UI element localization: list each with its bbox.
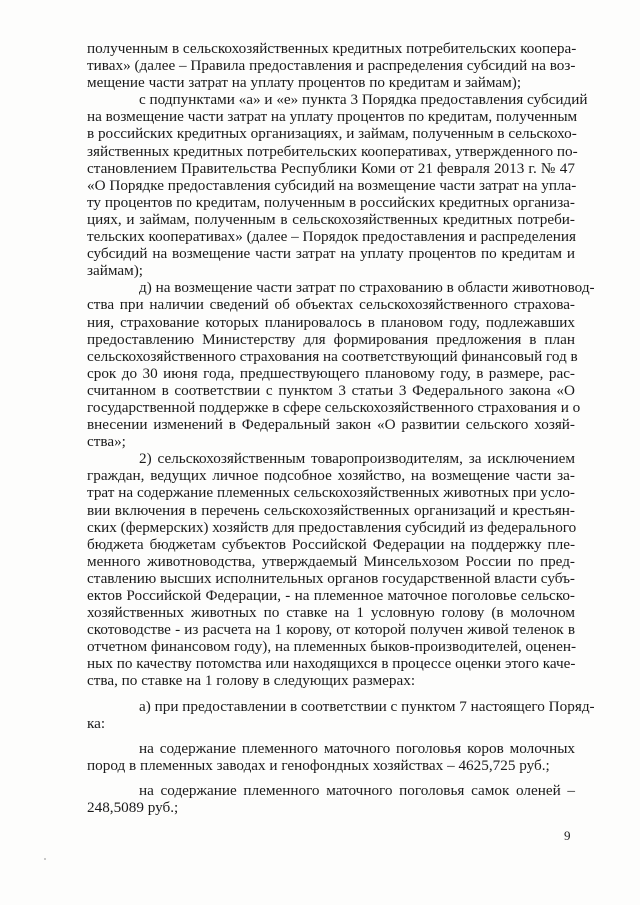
text-line: д) на возмещение части затрат по страхованию в области животновод- xyxy=(139,279,595,297)
text-line: хозяйственных животных по ставке на 1 условную голову (в молочном xyxy=(87,604,575,622)
text-line: на содержание племенного маточного поголовья коров молочных xyxy=(139,739,575,757)
paragraph xyxy=(87,91,588,280)
text-line: тельских кооперативах» (далее – Порядок предоставления и распределения xyxy=(87,228,577,246)
text-line: пород в племенных заводах и генофондных хозяйствах – 4625,725 руб.; xyxy=(87,756,550,774)
text-line: сельскохозяйственного страхования на соответствующий финансовый год в xyxy=(87,347,578,365)
page-number: 9 xyxy=(564,828,571,843)
text-line: мещение части затрат на уплату процентов по кредитам и займам); xyxy=(87,74,522,92)
text-line: ских (фермерских) хозяйств для предоставления субсидий из федерального xyxy=(87,518,577,536)
text-line: отчетном финансовом году), на племенных быков-производителей, оценен- xyxy=(87,638,577,656)
text-line: 2) сельскохозяйственным товаропроизводителям, за исключением xyxy=(139,450,575,468)
paragraph-gap xyxy=(87,774,575,782)
text-line: ка: xyxy=(87,714,106,732)
text-line: ства, по ставке на 1 голову в следующих размерах: xyxy=(87,672,416,690)
text-line: на содержание племенного маточного поголовья самок оленей – xyxy=(139,781,575,799)
text-line: срок до 30 июня года, предшествующего плановому году, в размере, рас- xyxy=(87,364,575,382)
text-line: ту процентов по кредитам, полученным в российских кредитных организа- xyxy=(87,193,575,211)
text-line: 248,5089 руб.; xyxy=(87,799,179,817)
paragraph xyxy=(87,450,575,689)
text-line: трат на содержание племенных сельскохозяйственных животных при усло- xyxy=(87,484,575,502)
text-line: полученным в сельскохозяйственных кредитных потребительских коопера- xyxy=(87,40,577,57)
text-line: ства при наличии сведений об объектах сельскохозяйственного страхова- xyxy=(87,296,575,314)
text-line: ния, страхование которых планировалось в плановом году, подлежавших xyxy=(87,313,575,331)
scan-speck xyxy=(44,858,46,860)
document-body xyxy=(87,40,595,817)
text-line: скотоводстве - из расчета на 1 корову, от которой получен живой теленок в xyxy=(87,621,575,639)
text-line: менного животноводства, утверждаемый Минсельхозом России по пред- xyxy=(87,552,575,570)
text-line: государственной поддержке в сфере сельскохозяйственного страхования и о xyxy=(87,398,581,416)
text-line: тивах» (далее – Правила предоставления и распределения субсидий на воз- xyxy=(87,57,576,75)
text-line: предоставлению Министерству для формирования предложения в план xyxy=(87,330,575,348)
text-line: займам); xyxy=(87,262,144,280)
text-line: «О Порядке предоставления субсидий на возмещение части затрат на упла- xyxy=(87,176,577,194)
paragraph-gap xyxy=(87,690,575,698)
text-line: ных по качеству потомства или находящихся в процессе оценки этого каче- xyxy=(87,655,576,673)
text-line: зяйственных кредитных потребительских кооперативах, утвержденного по- xyxy=(87,142,578,160)
paragraph-gap xyxy=(87,732,575,740)
text-line: ставлению высших исполнительных органов государственной власти субъ- xyxy=(87,569,575,587)
text-line: в российских кредитных организациях, и займам, полученным в сельскохо- xyxy=(87,125,577,143)
paragraph xyxy=(87,782,575,816)
text-line: а) при предоставлении в соответствии с пунктом 7 настоящего Поряд- xyxy=(139,697,595,715)
text-line: с подпунктами «а» и «е» пункта 3 Порядка предоставления субсидий xyxy=(139,91,588,109)
paragraph xyxy=(87,697,595,732)
text-line: ектов Российской Федерации, - на племенное маточное поголовье сельско- xyxy=(87,587,575,604)
text-line: граждан, ведущих личное подсобное хозяйство, на возмещение части за- xyxy=(87,467,575,485)
text-line: ства»; xyxy=(87,433,126,451)
paragraph xyxy=(87,40,575,91)
text-line: на возмещение части затрат на уплату процентов по кредитам, полученным xyxy=(87,108,578,126)
text-line: бюджета бюджетам субъектов Российской Федерации на поддержку пле- xyxy=(87,535,575,553)
text-line: становлением Правительства Республики Коми от 21 февраля 2013 г. № 47 xyxy=(87,159,575,177)
text-line: циях, и займам, полученным в сельскохозяйственных кредитных потреби- xyxy=(87,210,575,228)
text-line: субсидий на возмещение части затрат на уплату процентов по кредитам и xyxy=(87,245,575,263)
paragraph xyxy=(87,279,595,451)
text-line: считанном в соответствии с пунктом 3 статьи 3 Федерального закона «О xyxy=(87,381,575,399)
paragraph xyxy=(87,740,575,774)
text-line: вии включения в перечень сельскохозяйственных организаций и крестьян- xyxy=(87,501,575,519)
text-line: внесении изменений в Федеральный закон «О развитии сельского хозяй- xyxy=(87,416,575,434)
